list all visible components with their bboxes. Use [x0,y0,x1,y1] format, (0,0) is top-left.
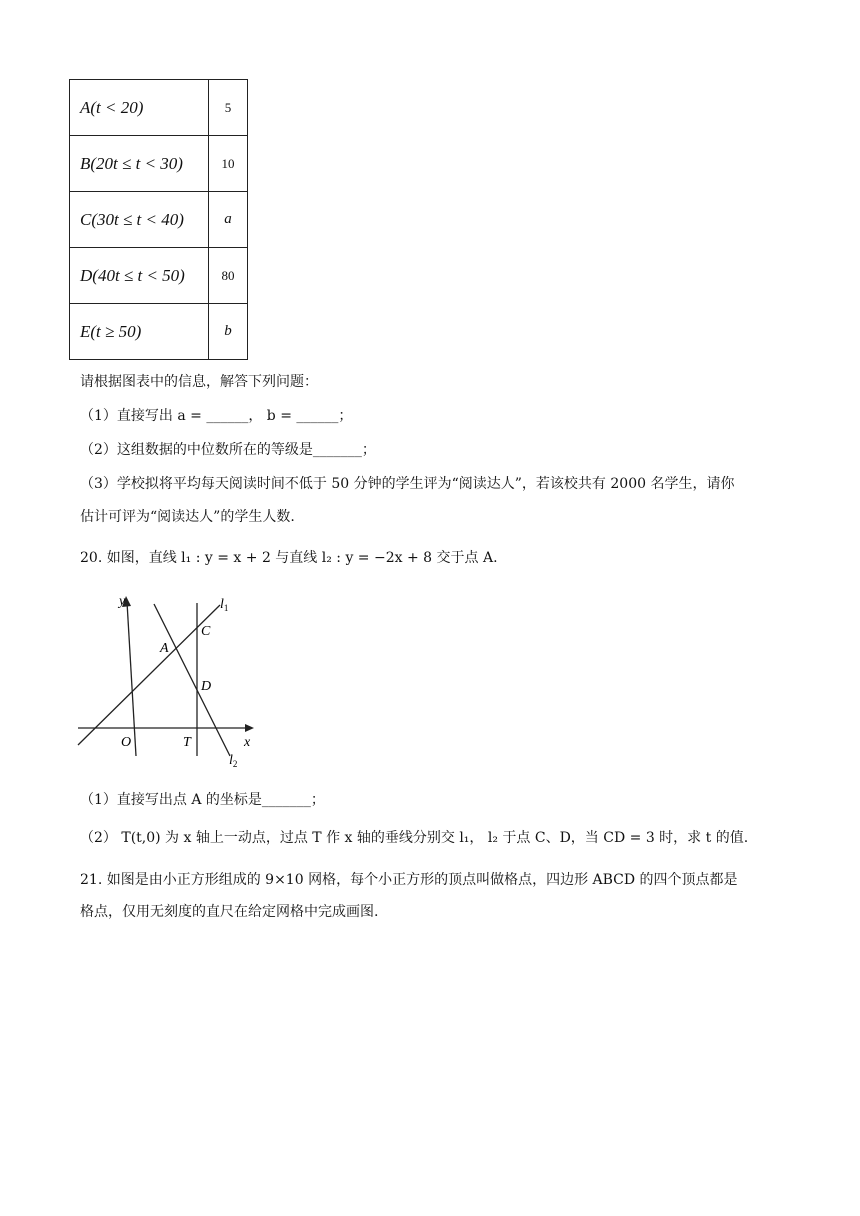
q20-stem: 20. 如图，直线 l₁ : y = x + 2 与直线 l₂ : y = −2x + 8 交于点 A. [80,550,498,566]
q20-part2: （2） T(t,0) 为 x 轴上一动点，过点 T 作 x 轴的垂线分别交 l₁， l₂ 于点 C、D，当 CD = 3 时，求 t 的值. [80,830,749,846]
table-row [70,304,248,360]
q19-part3-line2: 估计可评为“阅读达人”的学生人数. [80,509,295,525]
label-a: A [160,641,169,656]
line-l2 [154,604,230,756]
count-cell: b [209,304,248,360]
table-row [70,248,248,304]
count-cell: 10 [209,136,248,192]
level-cell: A(t < 20) [70,80,209,136]
count-cell: 80 [209,248,248,304]
table-row [70,192,248,248]
x-axis-arrow [245,724,254,732]
count-cell: a [209,192,248,248]
q21-line1: 21. 如图是由小正方形组成的 9×10 网格，每个小正方形的顶点叫做格点，四边形 ABCD 的四个顶点都是 [80,872,738,888]
label-y: y [119,594,126,609]
count-cell: 5 [209,80,248,136]
frequency-table [69,79,248,360]
line-l1 [78,605,220,745]
q19-part2: （2）这组数据的中位数所在的等级是_______； [80,442,376,458]
level-cell: B(20t ≤ t < 30) [70,136,209,192]
label-x: x [244,735,251,750]
label-l1: $l_1$ [220,597,229,613]
q20-part1: （1）直接写出点 A 的坐标是_______； [80,792,325,808]
q19-intro: 请根据图表中的信息，解答下列问题： [80,374,318,390]
level-cell: E(t ≥ 50) [70,304,209,360]
q19-part3-line1: （3）学校拟将平均每天阅读时间不低于 50 分钟的学生评为“阅读达人”，若该校共有 2000 名学生，请你 [80,476,735,492]
label-c: C [201,624,211,639]
label-l2: $l_2$ [229,753,238,769]
level-cell: C(30t ≤ t < 40) [70,192,209,248]
label-t: T [183,735,191,750]
table-row [70,80,248,136]
label-o: O [121,735,132,750]
level-cell: D(40t ≤ t < 50) [70,248,209,304]
label-d: D [201,679,212,694]
y-axis [127,602,136,756]
q19-part1: （1）直接写出 a = ______， b = ______； [80,408,353,424]
coordinate-figure [70,588,260,773]
q21-line2: 格点，仅用无刻度的直尺在给定网格中完成画图. [80,904,379,920]
table-row [70,136,248,192]
